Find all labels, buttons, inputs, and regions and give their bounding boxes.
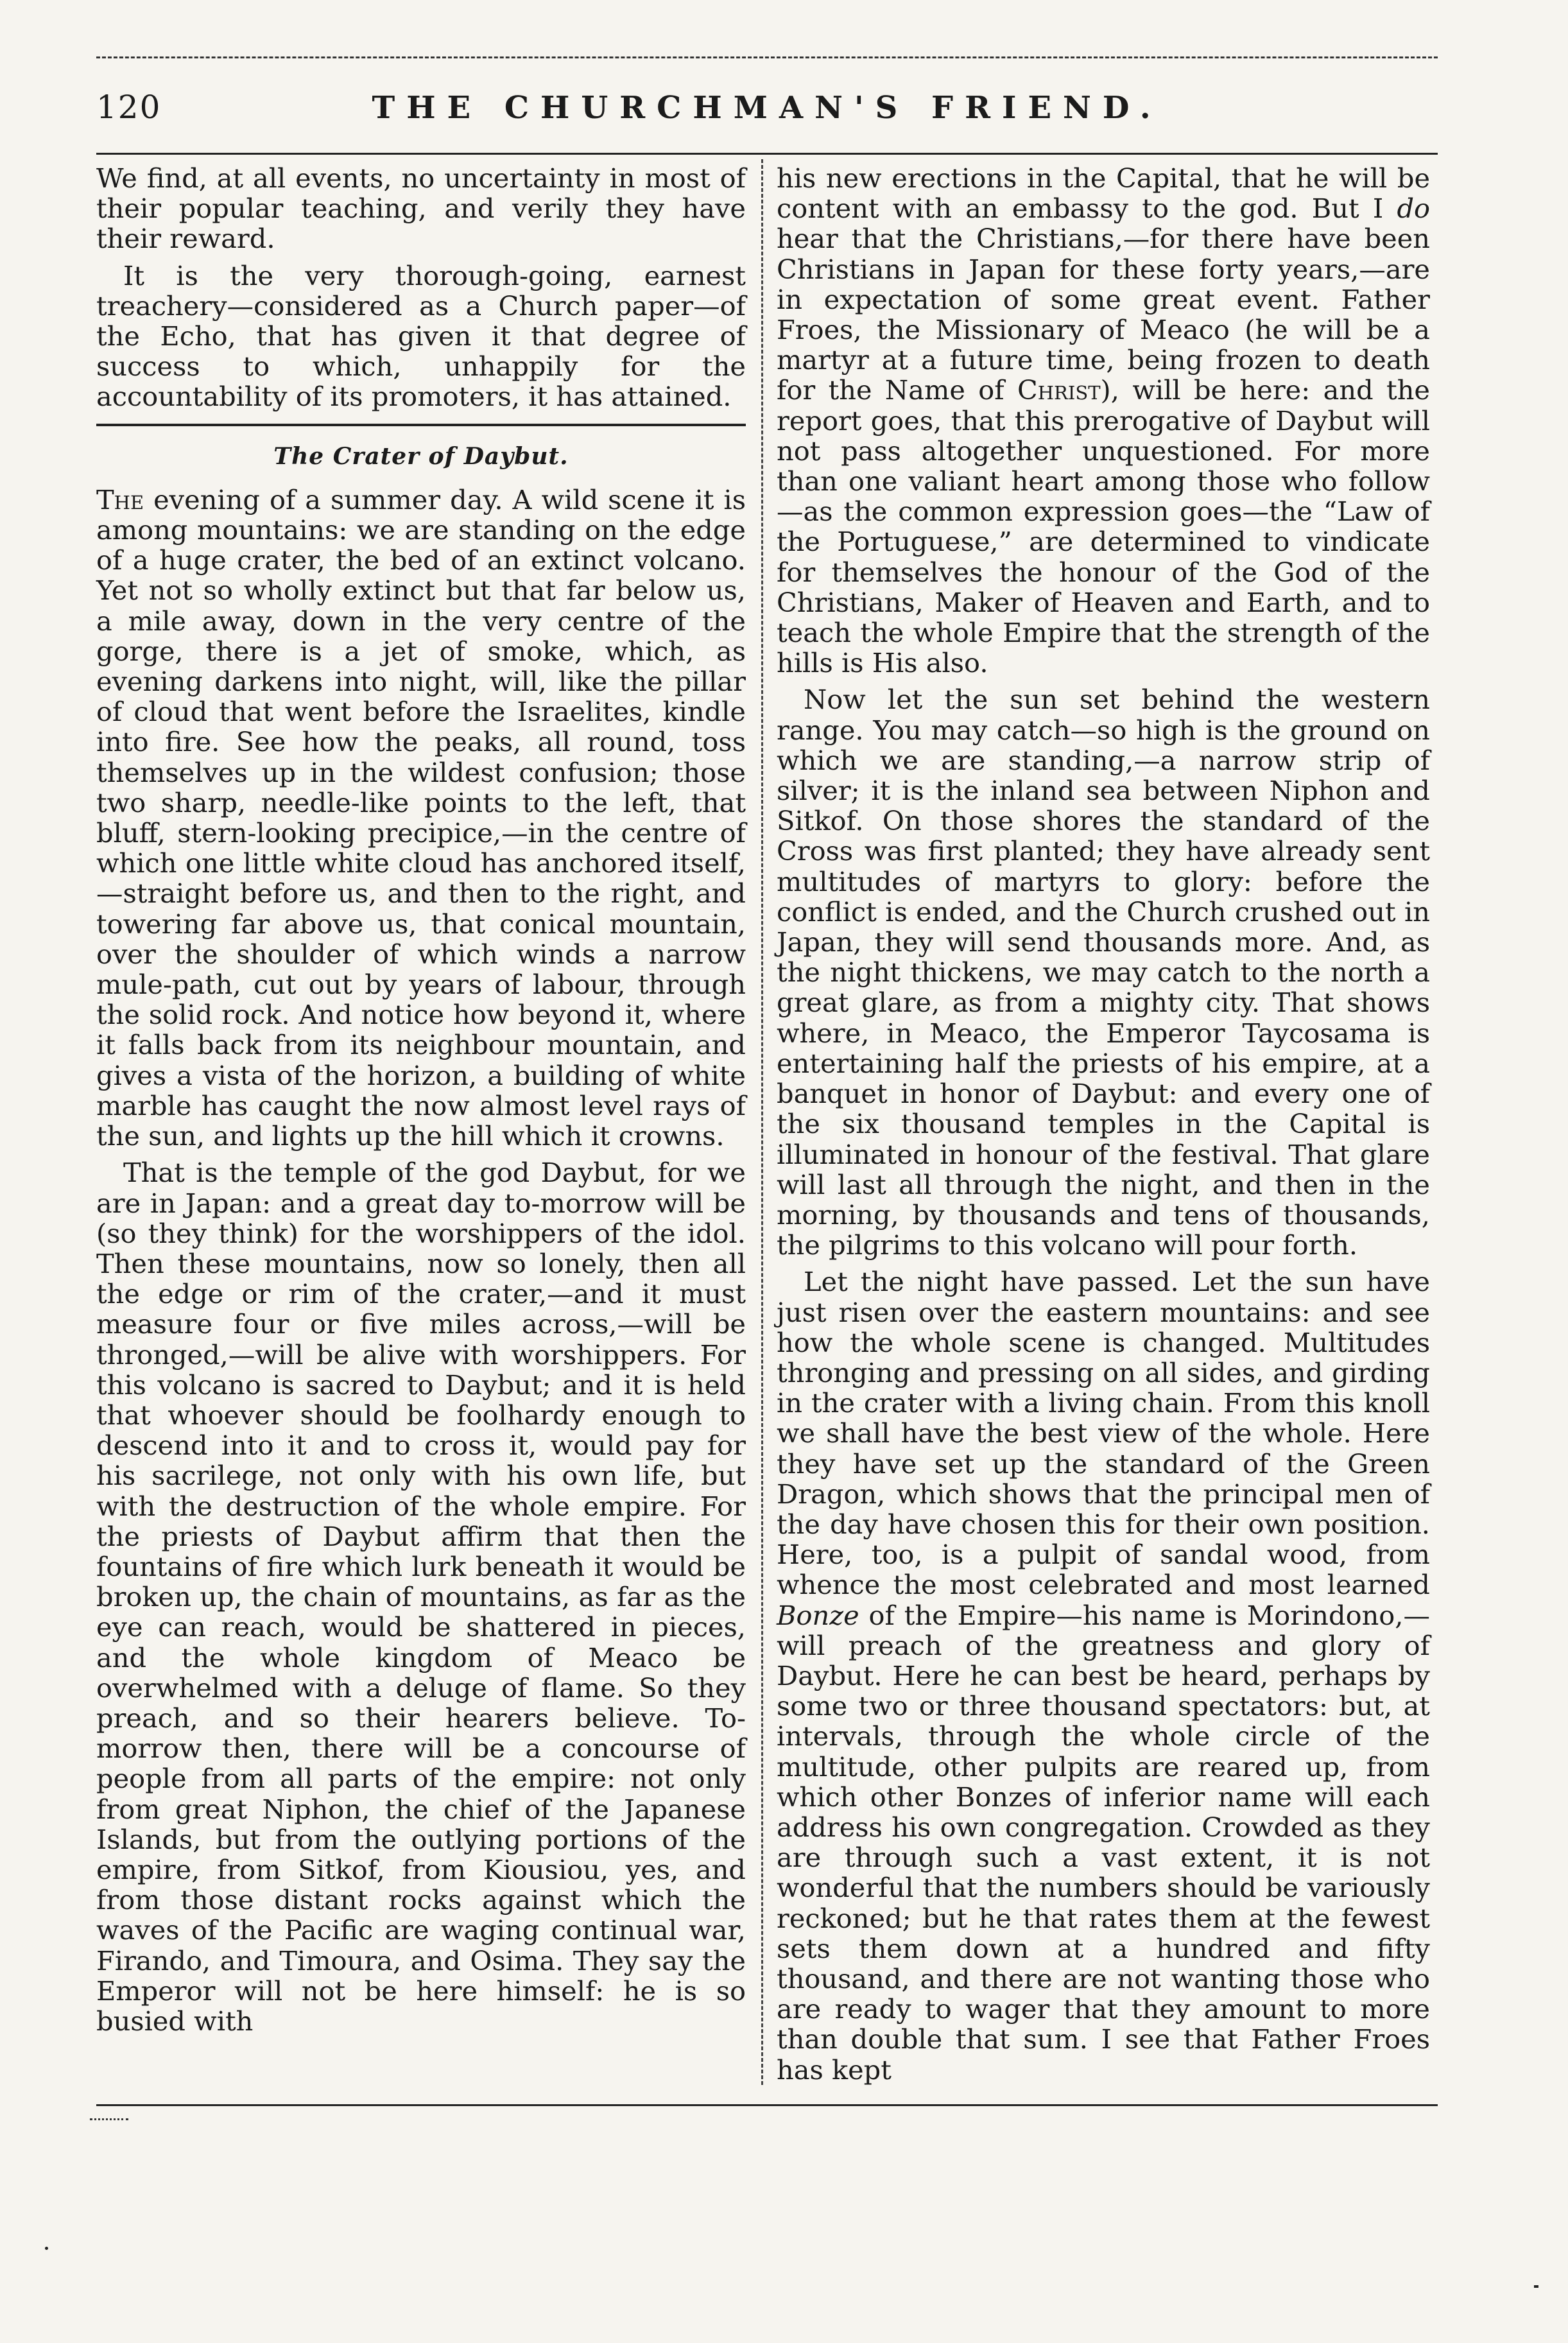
magazine-page xyxy=(90,56,1438,2136)
section-divider xyxy=(96,424,746,426)
ink-speck xyxy=(45,2247,48,2250)
paragraph-text: ), will be here: and the report goes, that this prerogative of Daybut will not pass altogether unquestioned. For more than one valiant heart among those who follow —as the common expression goes—the “Law of the Portuguese,” are determined to vindicate for themselves the honour of the God of the Christians, Maker of Heaven and Earth, and to teach the whole Empire that the strength of the hills is His also. xyxy=(777,374,1430,679)
paragraph xyxy=(96,485,746,1151)
left-column xyxy=(96,163,746,2082)
paragraph-text: his new erections in the Capital, that he will be content with an embassy to the god. But I xyxy=(777,162,1430,225)
paragraph xyxy=(777,163,1430,678)
paragraph-text: of the Empire—his name is Morindono,—will preach of the greatness and glory of Daybut. Here he can best be heard, perhaps by some two or three thousand spectators: but, at intervals, through the whole circle of the multitude, other pulpits are reared up, from which other Bonzes of inferior name will each address his own congregation. Crowded as they are through such a vast extent, it is not wonderful that the numbers should be variously reckoned; but he that rates them at the fewest sets them down at a hundred and fifty thousand, and there are not wanting those who are ready to wager that they amount to more than double that sum. I see that Father Froes has kept xyxy=(777,1599,1430,2086)
paragraph-text: Let the night have passed. Let the sun have just risen over the eastern mountains: and see how the whole scene is changed. Multitudes thronging and pressing on all sides, and girding in the crater with a living chain. From this knoll we shall have the best view of the whole. Here they have set up the standard of the Green Dragon, which shows that the principal men of the day have chosen this for their own position. Here, too, is a pulpit of sandal wood, from whence the most celebrated and most learned xyxy=(777,1266,1430,1601)
paragraph: It is the very thorough-going, earnest treachery—considered as a Church paper—of the Echo, that has given it that degree of success to which, unhappily for the accountability of its promoters, it has attained. xyxy=(96,259,746,413)
paragraph: That is the temple of the god Daybut, for we are in Japan: and a great day to-morrow will be (so they think) for the worshippers of the idol. Then these mountains, now so lonely, then all the edge or rim of the crater,—and it must measure four or five miles across,—will be thronged,—will be alive with worshippers. For this volcano is sacred to Daybut; and it is held that whoever should be foolhardy enough to descend into it and to cross it, would pay for his sacrilege, not only with his own life, but with the destruction of the whole empire. For the priests of Daybut affirm that then the fountains of fire which lurk beneath it would be broken up, the chain of mountains, as far as the eye can reach, would be shattered in pieces, and the whole kingdom of Meaco be overwhelmed with a deluge of flame. So they preach, and so their hearers believe. To-morrow then, there will be a concourse of people from all parts of the empire: not only from great Niphon, the chief of the Japanese Islands, but from the outlying portions of the empire, from Sitkof, from Kiousiou, yes, and from those distant rocks against which the waves of the Pacific are waging continual war, Firando, and Timoura, and Osima. They say the Emperor will not be here himself: he is so busied with xyxy=(96,1157,746,2037)
drop-word: The xyxy=(96,483,144,515)
small-caps-word: Christ xyxy=(1017,374,1101,406)
emphasis: Bonze xyxy=(777,1599,859,1631)
printer-mark xyxy=(90,2118,128,2133)
section-title: The Crater of Daybut. xyxy=(273,442,569,470)
paragraph xyxy=(777,1267,1430,2084)
paragraph: We find, at all events, no uncertainty in most of their popular teaching, and verily they have their reward. xyxy=(96,162,746,255)
column-divider xyxy=(761,159,763,2085)
ink-speck xyxy=(1534,2285,1538,2288)
top-rule xyxy=(96,56,1438,58)
emphasis: do xyxy=(1397,193,1430,225)
running-title: THE CHURCHMAN'S FRIEND. xyxy=(372,90,1162,126)
paragraph-text: hear that the Christians,—for there have been Christians in Japan for these forty years,—are in expectation of some great event. Father Froes, the Missionary of Meaco (he will be a martyr at a future time, being frozen to death for the Name of xyxy=(777,223,1430,406)
right-column xyxy=(777,162,1430,2086)
page-header xyxy=(96,76,1438,155)
bottom-rule xyxy=(96,2104,1438,2106)
paragraph: Now let the sun set behind the western range. You may catch—so high is the ground on which we are standing,—a narrow strip of silver; it is the inland sea between Niphon and Sitkof. On those shores the standard of the Cross was first planted; they have already sent multitudes of martyrs to glory: before the conflict is ended, and the Church crushed out in Japan, they will send thousands more. And, as the night thickens, we may catch to the north a great glare, as from a mighty city. That shows where, in Meaco, the Emperor Taycosama is entertaining half the priests of his empire, at a banquet in honor of Daybut: and every one of the six thousand temples in the Capital is illuminated in honour of the festival. That glare will last all through the night, and then in the morning, by thousands and tens of thousands, the pilgrims to this volcano will pour forth. xyxy=(777,684,1430,1261)
page-number: 120 xyxy=(96,89,162,126)
paragraph-text: evening of a summer day. A wild scene it is among mountains: we are standing on the edge of a huge crater, the bed of an extinct volcano. Yet not so wholly extinct but that far below us, a mile away, down in the very centre of the gorge, there is a jet of smoke, which, as evening darkens into night, will, like the pillar of cloud that went before the Israelites, kindle into fire. See how the peaks, all round, toss themselves up in the wildest confusion; those two sharp, needle-like points to the left, that bluff, stern-looking precipice,—in the centre of which one little white cloud has anchored itself, —straight before us, and then to the right, and towering far above us, that conical mountain, over the shoulder of which winds a narrow mule-path, cut out by years of labour, through the solid rock. And notice how beyond it, where it falls back from its neighbour mountain, and gives a vista of the horizon, a building of white marble has caught the now almost level rays of the sun, and lights up the hill which it crowns. xyxy=(96,483,746,1152)
